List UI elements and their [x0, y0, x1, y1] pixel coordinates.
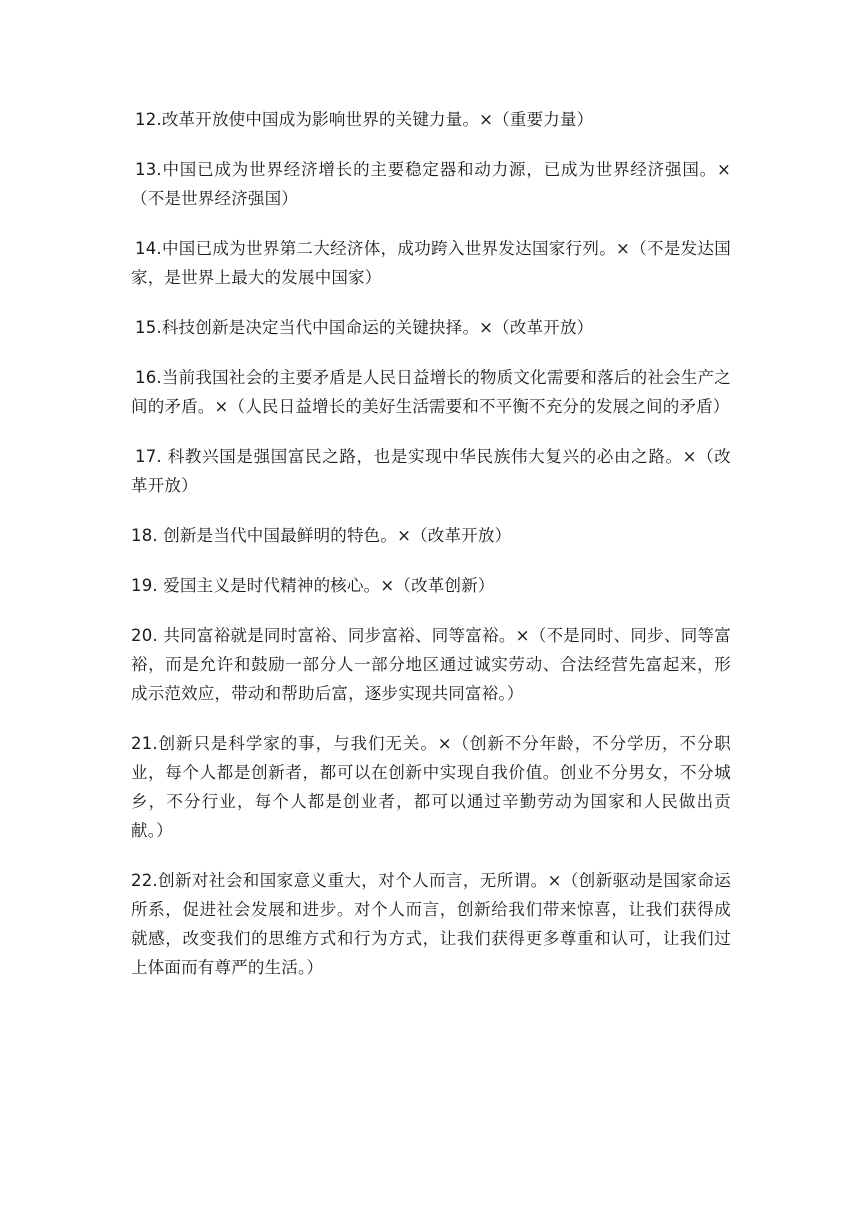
- statement-12: 12.改革开放使中国成为影响世界的关键力量。×（重要力量）: [135, 110, 594, 129]
- statement-16: 16.当前我国社会的主要矛盾是人民日益增长的物质文化需要和落后的社会生产之间的矛盾。×（人民日益增长的美好生活需要和不平衡不充分的发展之间的矛盾）: [131, 368, 731, 416]
- statement-13: 13.中国已成为世界经济增长的主要稳定器和动力源，已成为世界经济强国。×（不是世界经济强国）: [131, 160, 731, 208]
- statement-22: 22.创新对社会和国家意义重大，对个人而言，无所谓。×（创新驱动是国家命运所系，促进社会发展和进步。对个人而言，创新给我们带来惊喜，让我们获得成就感，改变我们的思维方式和行为方式，让我们获得更多尊重和认可，让我们过上体面而有尊严的生活。）: [131, 871, 731, 977]
- statement-20: 20. 共同富裕就是同时富裕、同步富裕、同等富裕。×（不是同时、同步、同等富裕，而是允许和鼓励一部分人一部分地区通过诚实劳动、合法经营先富起来，形成示范效应，带动和帮助后富，逐步实现共同富裕。）: [131, 626, 731, 703]
- statement-14: 14.中国已成为世界第二大经济体，成功跨入世界发达国家行列。×（不是发达国家，是世界上最大的发展中国家）: [131, 239, 731, 287]
- statement-18: 18. 创新是当代中国最鲜明的特色。×（改革开放）: [131, 526, 512, 545]
- statement-19: 19. 爱国主义是时代精神的核心。×（改革创新）: [131, 576, 495, 595]
- statement-15: 15.科技创新是决定当代中国命运的关键抉择。×（改革开放）: [135, 318, 594, 337]
- statement-21: 21.创新只是科学家的事，与我们无关。×（创新不分年龄，不分学历，不分职业，每个人都是创新者，都可以在创新中实现自我价值。创业不分男女，不分城乡，不分行业，每个人都是创业者，都可以通过辛勤劳动为国家和人民做出贡献。）: [131, 734, 731, 840]
- statement-17: 17. 科教兴国是强国富民之路，也是实现中华民族伟大复兴的必由之路。×（改革开放）: [131, 447, 731, 495]
- document-body: [131, 105, 731, 1003]
